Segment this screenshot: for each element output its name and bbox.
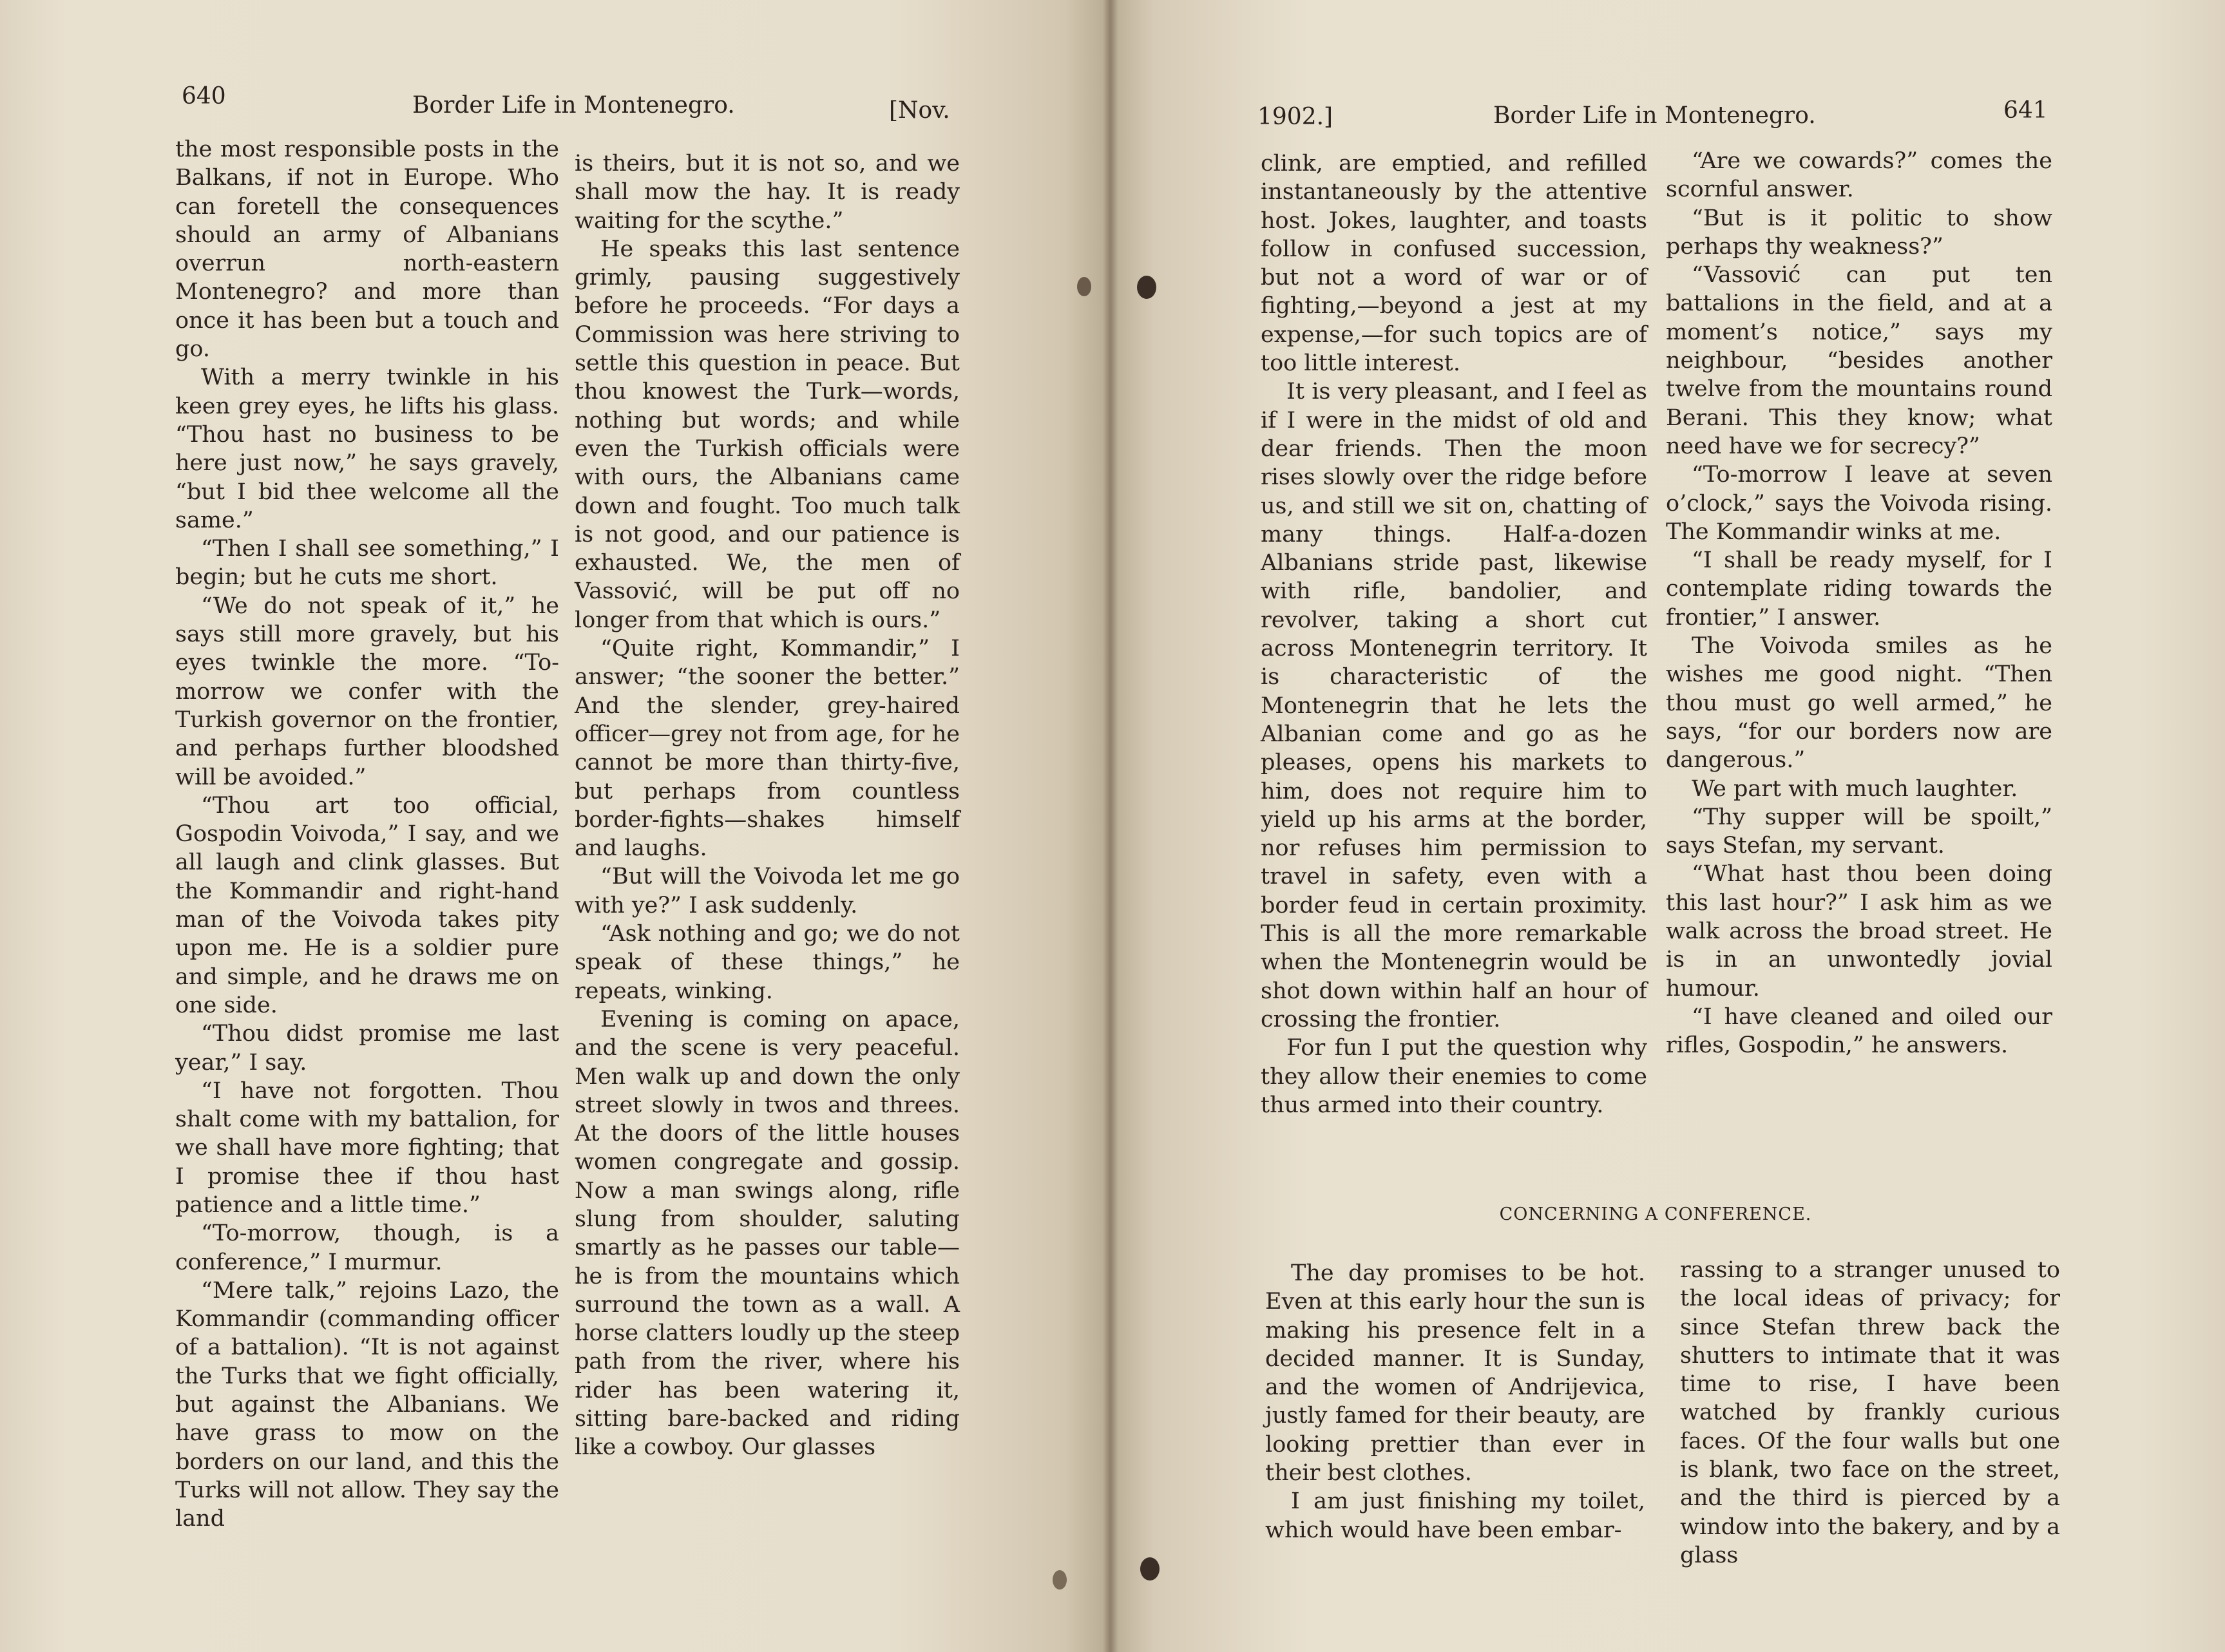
paragraph: “What hast thou been doing this last hour?” I ask him as we walk across the broad street. He is in an unwontedly jovial humour.: [1666, 861, 2052, 1002]
paragraph: “Thy supper will be spoilt,” says Stefan, my servant.: [1666, 804, 2052, 859]
paragraph: “Then I shall see something,” I begin; but he cuts me short.: [175, 536, 559, 591]
paragraph: “Ask nothing and go; we do not speak of these things,” he repeats, winking.: [575, 921, 960, 1004]
binding-hole: [1053, 1570, 1067, 1590]
paragraph: The day promises to be hot. Even at this early hour the sun is making his presence felt in a decided manner. It is Sunday, and the women of Andrijevica, justly famed for their beauty, are looking prettier than ever in their best clothes.: [1265, 1260, 1645, 1486]
book-gutter: [1103, 0, 1118, 1652]
paragraph: Evening is coming on apace, and the scene is very peaceful. Men walk up and down the only street slowly in twos and threes. At the doors of the little houses women congregate and gossip. Now a man swings along, rifle slung from shoulder, saluting smartly as he passes our table—he is from the mountains which surround the town as a wall. A horse clatters loudly up the steep path from the river, where his rider has been watering it, sitting bare-backed and riding like a cowboy. Our glasses: [575, 1006, 960, 1461]
binding-hole: [1137, 276, 1156, 299]
paragraph: clink, are emptied, and refilled instantaneously by the attentive host. Jokes, laughter, and toasts follow in confused succession, but not a word of war or of fighting,—beyond a jest at my expense,—for such topics are of too little interest.: [1261, 151, 1647, 377]
running-title-left: Border Life in Montenegro.: [412, 92, 735, 119]
left-page: [0, 0, 1109, 1652]
paragraph: is theirs, but it is not so, and we shall mow the hay. It is ready waiting for the scythe.”: [575, 151, 960, 234]
page-number-right: 641: [2003, 97, 2048, 124]
paragraph: “I shall be ready myself, for I contemplate riding towards the frontier,” I answer.: [1666, 547, 2052, 631]
paragraph: “Vassović can put ten battalions in the field, and at a moment’s notice,” says my neighbour, “besides another twelve from the mountains round Berani. This they know; what need have we for secrecy?”: [1666, 262, 2052, 459]
paragraph: “But is it politic to show perhaps thy weakness?”: [1666, 205, 2052, 260]
date-mark-right: 1902.]: [1257, 104, 1333, 130]
right-column-1: [1261, 149, 1647, 1119]
paragraph: rassing to a stranger unused to the local ideas of privacy; for since Stefan threw back the shutters to intimate that it was time to rise, I have been watched by frankly curious faces. Of the four walls but one is blank, two face on the street, and the third is pierced by a window into the bakery, and by a glass: [1680, 1257, 2060, 1568]
paragraph: We part with much laughter.: [1692, 775, 2018, 802]
paragraph: the most responsible posts in the Balkans, if not in Europe. Who can foretell the consequences should an army of Albanians overrun north-eastern Montenegro? and more than once it has been but a touch and go.: [175, 137, 559, 363]
paragraph: The Voivoda smiles as he wishes me good night. “Then thou must go well armed,” he says, “for our borders now are dangerous.”: [1666, 633, 2052, 774]
running-title-right: Border Life in Montenegro.: [1493, 102, 1816, 129]
paragraph: “Thou didst promise me last year,” I say.: [175, 1021, 559, 1076]
paragraph: I am just finishing my toilet, which would have been embar-: [1265, 1488, 1645, 1543]
paragraph: “Mere talk,” rejoins Lazo, the Kommandir (commanding officer of a battalion). “It is not against the Turks that we fight officially, but against the Albanians. We have grass to mow on the borders on our land, and this the Turks will not allow. They say the land: [175, 1277, 559, 1532]
paragraph: With a merry twinkle in his keen grey eyes, he lifts his glass. “Thou hast no business to be here just now,” he says gravely, “but I bid thee welcome all the same.”: [175, 365, 559, 533]
right-page: [1109, 0, 2225, 1652]
paragraph: “Are we cowards?” comes the scornful answer.: [1666, 148, 2052, 203]
left-column-2: [575, 149, 960, 1462]
paragraph: He speaks this last sentence grimly, pausing suggestively before he proceeds. “For days a Commission was here striving to settle this question in peace. But thou knowest the Turk—words, nothing but words; and while even the Turkish officials were with ours, the Albanians came down and fought. Too much talk is not good, and our patience is exhausted. We, the men of Vassović, will be put off no longer from that which is ours.”: [575, 236, 960, 633]
paragraph: “But will the Voivoda let me go with ye?” I ask suddenly.: [575, 864, 960, 918]
paragraph: “We do not speak of it,” he says still more gravely, but his eyes twinkle the more. “To-morrow we confer with the Turkish governor on the frontier, and perhaps further bloodshed will be avoided.”: [175, 593, 559, 790]
paragraph: “To-morrow I leave at seven o’clock,” says the Voivoda rising. The Kommandir winks at me.: [1666, 462, 2052, 545]
paragraph: “Thou art too official, Gospodin Voivoda,” I say, and we all laugh and clink glasses. But the Kommandir and right-hand man of the Voivoda takes pity upon me. He is a soldier pure and simple, and he draws me on one side.: [175, 792, 559, 1018]
paragraph: For fun I put the question why they allow their enemies to come thus armed into their country.: [1261, 1035, 1647, 1118]
paragraph: “Quite right, Kommandir,” I answer; “the sooner the better.” And the slender, grey-haired officer—grey not from age, for he cannot be more than thirty-five, but perhaps from countless border-fights—shakes himself and laughs.: [575, 636, 960, 862]
section-column-2: [1680, 1256, 2060, 1570]
date-mark-left: [Nov.: [889, 97, 950, 124]
left-column-1: [175, 135, 559, 1533]
binding-hole: [1077, 277, 1091, 296]
binding-hole: [1140, 1557, 1160, 1581]
paragraph: “I have not forgotten. Thou shalt come with my battalion, for we shall have more fighting; that I promise thee if thou hast patience and a little time.”: [175, 1078, 559, 1218]
right-column-2: [1666, 147, 2052, 1060]
section-column-1: [1265, 1259, 1645, 1544]
page-number-left: 640: [182, 83, 226, 109]
paragraph: “To-morrow, though, is a conference,” I murmur.: [175, 1220, 559, 1275]
paragraph: It is very pleasant, and I feel as if I were in the midst of old and dear friends. Then the moon rises slowly over the ridge before us, and still we sit on, chatting of many things. Half-a-dozen Albanians stride past, likewise with rifle, bandolier, and revolver, taking a short cut across Montenegrin territory. It is characteristic of the Montenegrin that he lets the Albanian come and go as he pleases, opens his markets to him, does not require him to yield up his arms at the border, nor refuses him permission to travel in safety, even with a border feud in certain proximity. This is all the more remarkable when the Montenegrin would be shot down within half an hour of crossing the frontier.: [1261, 379, 1647, 1032]
paragraph: “I have cleaned and oiled our rifles, Gospodin,” he answers.: [1666, 1003, 2052, 1059]
section-heading: CONCERNING A CONFERENCE.: [1499, 1204, 1812, 1224]
